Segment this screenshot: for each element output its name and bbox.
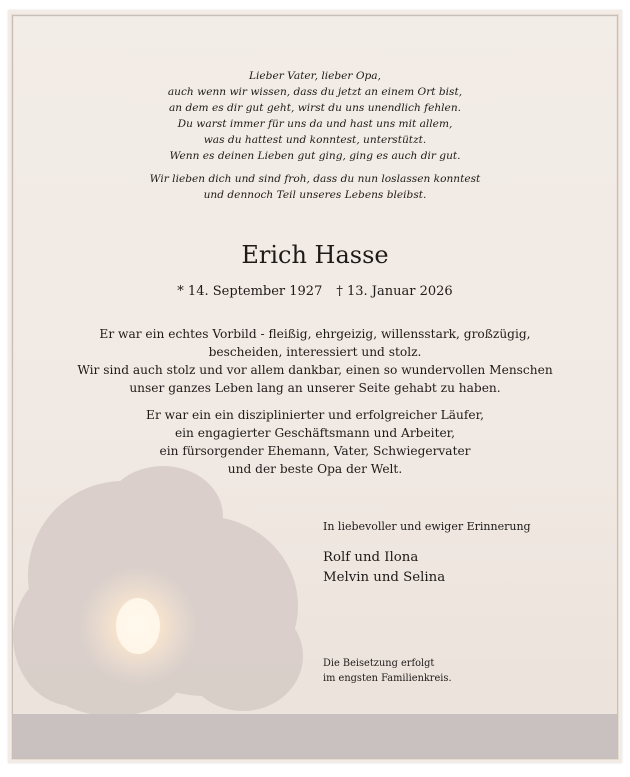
- mourner-name: Melvin und Selina: [323, 570, 446, 585]
- bio-paragraph-2: [8, 406, 622, 478]
- bio-line: ein engagierter Geschäftsmann und Arbeiter,: [174, 426, 456, 440]
- life-dates: [8, 283, 622, 301]
- bio-line: und der beste Opa der Welt.: [227, 462, 403, 476]
- bio-line: bescheiden, interessiert und stolz.: [208, 345, 422, 359]
- memorial-poem: [8, 68, 622, 210]
- biography: [8, 325, 622, 487]
- bio-line: Wir sind auch stolz und vor allem dankbar, einen so wundervollen Menschen: [77, 363, 553, 377]
- birth-date: * 14. September 1927: [177, 284, 323, 299]
- mourner-name: Rolf und Ilona: [323, 550, 419, 565]
- obituary-card: [8, 10, 622, 763]
- bio-line: Er war ein ein disziplinierter und erfolgreicher Läufer,: [146, 408, 484, 422]
- bio-paragraph-1: [8, 325, 622, 397]
- poem-line: Wir lieben dich und sind froh, dass du nun loslassen konntest: [149, 173, 481, 185]
- bio-line: unser ganzes Leben lang an unserer Seite gehabt zu haben.: [129, 381, 501, 395]
- bio-line: Er war ein echtes Vorbild - fleißig, ehrgeizig, willensstark, großzügig,: [99, 327, 531, 341]
- poem-stanza-1: [8, 68, 622, 164]
- poem-line: Wenn es deinen Lieben gut ging, ging es auch dir gut.: [169, 150, 461, 162]
- poem-line: Du warst immer für uns da und hast uns mit allem,: [177, 118, 453, 130]
- burial-line: im engsten Familienkreis.: [323, 673, 452, 684]
- poem-line: was du hattest und konntest, unterstützt.: [203, 134, 427, 146]
- mourners-list: [323, 548, 445, 588]
- poem-line: und dennoch Teil unseres Lebens bleibst.: [203, 189, 427, 201]
- deceased-name: Erich Hasse: [241, 241, 389, 269]
- poem-line: an dem es dir gut geht, wirst du uns unendlich fehlen.: [168, 102, 462, 114]
- obituary-content: [8, 10, 622, 763]
- burial-line: Die Beisetzung erfolgt: [323, 658, 435, 669]
- bio-line: ein fürsorgender Ehemann, Vater, Schwiegervater: [159, 444, 471, 458]
- memorial-signoff: In liebevoller und ewiger Erinnerung: [323, 520, 531, 533]
- burial-note: [323, 656, 452, 686]
- poem-stanza-2: [8, 171, 622, 203]
- poem-line: auch wenn wir wissen, dass du jetzt an einem Ort bist,: [167, 86, 463, 98]
- poem-line: Lieber Vater, lieber Opa,: [248, 70, 381, 82]
- death-date: † 13. Januar 2026: [336, 284, 453, 299]
